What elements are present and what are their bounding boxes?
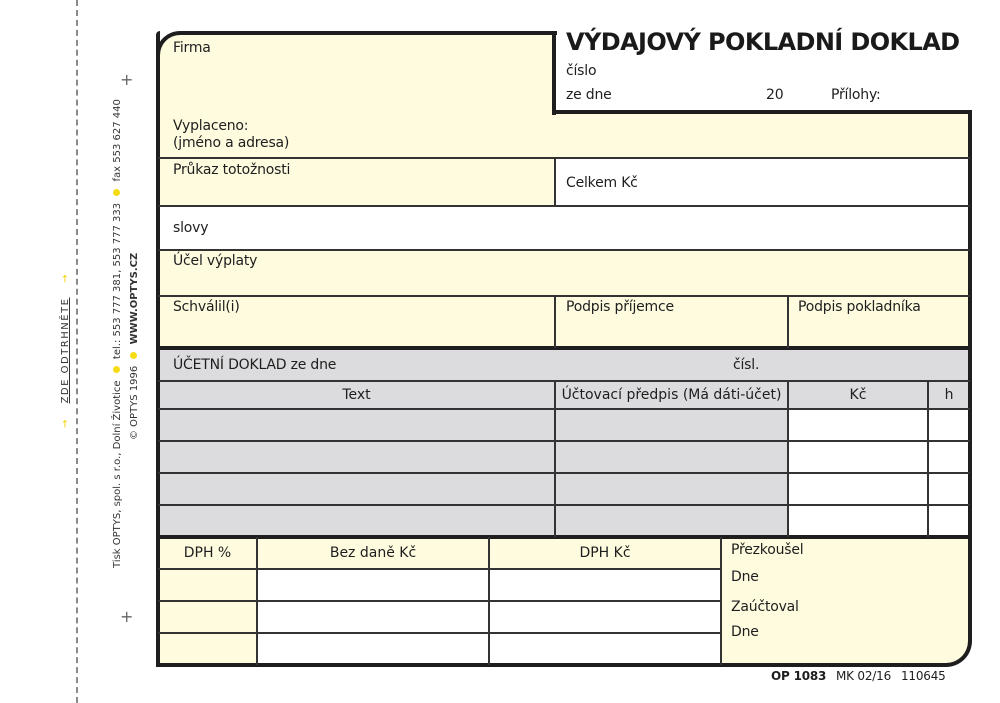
ucetni-doklad-label: ÚČETNÍ DOKLAD ze dne [173,357,337,373]
dph-row-3-dph-kc[interactable] [491,634,720,663]
table-row-1-kc[interactable] [790,410,927,440]
bullet-icon [113,366,120,373]
table-row-1-h[interactable] [930,410,968,440]
document-title: VÝDAJOVÝ POKLADNÍ DOKLAD [566,28,960,56]
bullet-icon [130,352,137,359]
slovy-field[interactable] [158,206,970,250]
copyright-text: © OPTYS 1996 [129,365,140,440]
prezkousel-label: Přezkoušel [731,542,804,558]
tear-off-line [76,0,78,703]
dph-row-2-bez-dane[interactable] [259,602,488,632]
table-row-3-h[interactable] [930,474,968,504]
tear-off-label-group [60,273,71,428]
table-row-4-text[interactable] [160,506,554,535]
column-header-h: h [944,387,954,403]
podpis-pokladnika-label: Podpis pokladníka [798,299,921,315]
table-row-4-h[interactable] [930,506,968,535]
border-right [968,110,972,640]
printer-info [112,99,123,568]
table-row-3-kc[interactable] [790,474,927,504]
cislo-label: číslo [566,63,597,79]
ucel-field[interactable] [158,250,970,296]
table-row-4-kc[interactable] [790,506,927,535]
printer-line: Tisk OPTYS, spol. s r.o., Dolní Životice [112,380,123,568]
podpis-prijemce-label: Podpis příjemce [566,299,674,315]
dph-row-1-bez-dane[interactable] [259,570,488,600]
cisl-label: čísl. [733,357,760,373]
ze-dne-label: ze dne [566,87,612,103]
column-header-predpis: Účtovací předpis (Má dáti-účet) [561,387,782,403]
printer-fax: fax 553 627 440 [112,99,123,182]
table-row-1-text[interactable] [160,410,554,440]
dph-row-1-dph-kc[interactable] [491,570,720,600]
border-bottom [156,663,916,667]
tear-off-label: ZDE ODTRHNĚTE [60,297,71,404]
table-row-3-predpis[interactable] [557,474,787,504]
table-row-2-text[interactable] [160,442,554,472]
table-row-3-text[interactable] [160,474,554,504]
dph-row-1-percent[interactable] [160,570,256,600]
bottom-right-corner [900,600,972,667]
printer-copyright [129,253,140,440]
serial-number: 110645 [901,669,946,683]
printer-phone: tel.: 553 777 381, 553 777 333 [112,202,123,360]
table-row-1-predpis[interactable] [557,410,787,440]
dph-row-3-percent[interactable] [160,634,256,663]
dne-label-2: Dne [731,624,759,640]
column-header-text: Text [342,387,371,403]
zauctoval-label: Zaúčtoval [731,599,799,615]
celkem-label: Celkem Kč [566,175,638,191]
prukaz-label: Průkaz totožnosti [173,162,291,178]
registration-mark-icon: + [120,70,134,89]
dne-label-1: Dne [731,569,759,585]
schvalil-label: Schválil(i) [173,299,240,315]
arrow-icon: → [60,272,71,283]
prilohy-label: Přílohy: [831,87,881,103]
dph-row-2-percent[interactable] [160,602,256,632]
ucel-label: Účel výplaty [173,253,258,269]
column-header-bez-dane: Bez daně Kč [329,545,417,561]
table-row-2-predpis[interactable] [557,442,787,472]
dph-row-3-bez-dane[interactable] [259,634,488,663]
vyplaceno-sublabel: (jméno a adresa) [173,135,290,151]
form-code: OP 1083 [771,669,827,683]
arrow-icon: → [60,418,71,428]
slovy-label: slovy [173,220,209,236]
column-header-dph-percent: DPH % [183,545,232,561]
firma-label: Firma [173,40,211,56]
vyplaceno-label: Vyplaceno: [173,118,249,134]
table-row-4-predpis[interactable] [557,506,787,535]
website-text: WWW.OPTYS.CZ [129,252,140,345]
title-bottom-border [552,110,972,114]
table-row-2-h[interactable] [930,442,968,472]
registration-mark-icon: + [120,607,134,626]
bullet-icon [113,189,120,196]
firma-corner [156,31,557,71]
table-row-2-kc[interactable] [790,442,927,472]
column-header-dph-kc: DPH Kč [579,545,631,561]
edition-code: MK 02/16 [836,669,892,683]
firma-right-border [552,31,556,115]
year-prefix: 20 [766,87,784,103]
column-header-kc: Kč [849,387,867,403]
dph-row-2-dph-kc[interactable] [491,602,720,632]
